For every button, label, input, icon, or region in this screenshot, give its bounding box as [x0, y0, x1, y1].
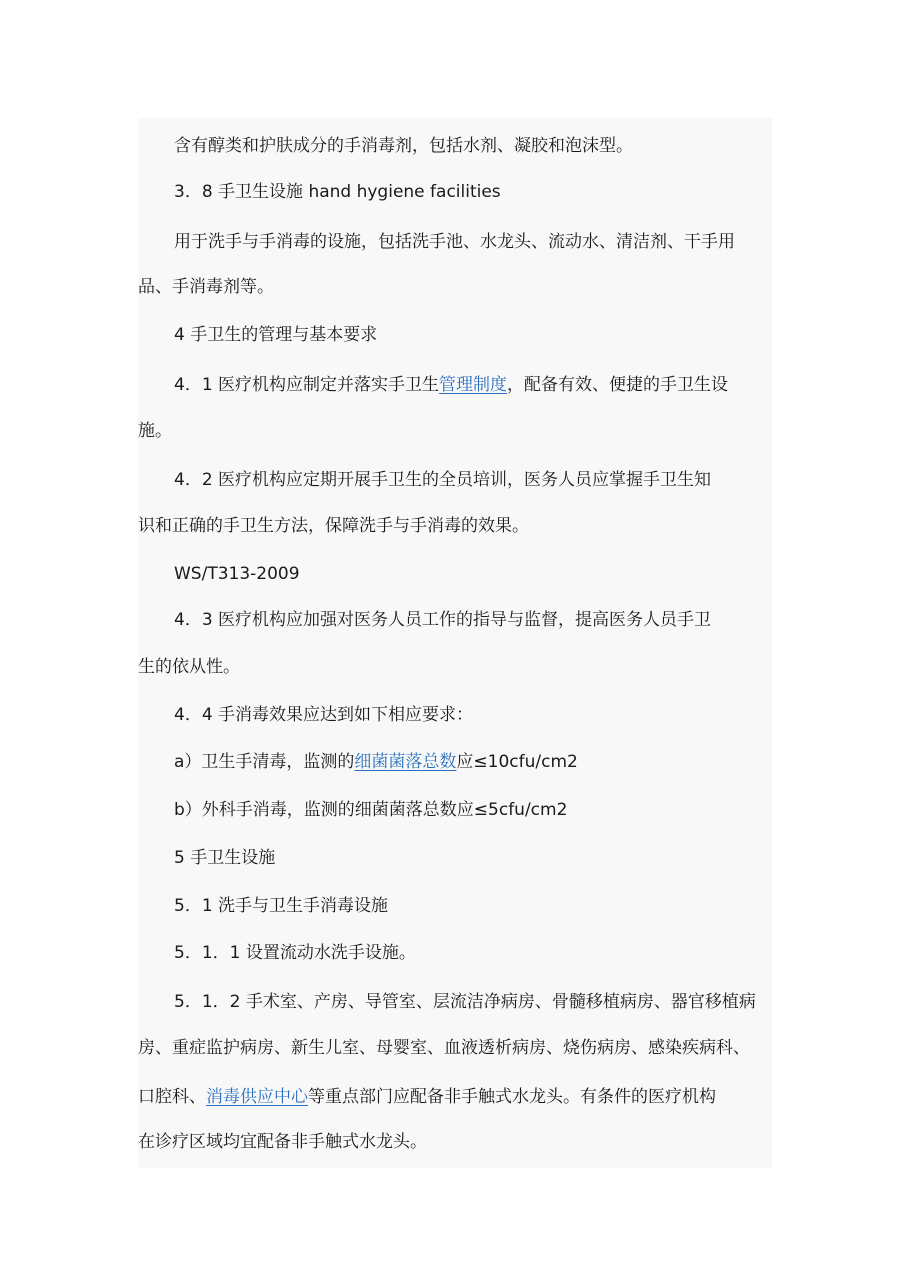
- section-heading: [138, 882, 772, 930]
- text: 施。: [138, 421, 172, 441]
- text: 5．1 洗手与卫生手消毒设施: [174, 896, 389, 916]
- text: 5 手卫生设施: [174, 848, 276, 868]
- text: 4．1 医疗机构应制定并落实手卫生: [174, 375, 440, 395]
- text: 品、手消毒剂等。: [138, 277, 274, 297]
- text: b）外科手消毒，监测的细菌菌落总数应≤5cfu/cm2: [174, 800, 568, 820]
- text: 在诊疗区域均宜配备非手触式水龙头。: [138, 1132, 427, 1152]
- text: 应≤10cfu/cm2: [456, 752, 578, 772]
- list-item: [138, 738, 772, 786]
- paragraph-line: [138, 691, 772, 739]
- paragraph-line: [138, 361, 772, 409]
- text: 识和正确的手卫生方法，保障洗手与手消毒的效果。: [138, 516, 529, 536]
- link-disinfection-supply-center[interactable]: 消毒供应中心: [206, 1087, 308, 1107]
- text: 等重点部门应配备非手触式水龙头。有条件的医疗机构: [308, 1087, 716, 1107]
- text: 口腔科、: [138, 1087, 206, 1107]
- paragraph-line: [138, 596, 772, 644]
- paragraph-line: [138, 263, 772, 311]
- paragraph-line: [138, 407, 772, 455]
- link-bacterial-colony-count[interactable]: 细菌菌落总数: [354, 752, 457, 772]
- text: ，配备有效、便捷的手卫生设: [507, 375, 729, 395]
- section-heading: [138, 168, 772, 216]
- paragraph-line: [138, 122, 772, 170]
- paragraph-line: [138, 1024, 772, 1072]
- text: 5．1．1 设置流动水洗手设施。: [174, 943, 416, 963]
- document-body: [138, 118, 772, 1168]
- paragraph-line: [138, 1073, 772, 1121]
- section-heading: [138, 311, 772, 359]
- paragraph-line: [138, 643, 772, 691]
- section-heading: [138, 834, 772, 882]
- paragraph-line: [138, 1118, 772, 1166]
- text: a）卫生手清毒，监测的: [174, 752, 355, 772]
- text: 4．2 医疗机构应定期开展手卫生的全员培训，医务人员应掌握手卫生知: [174, 470, 712, 490]
- text: WS/T313-2009: [174, 564, 300, 584]
- link-management-system[interactable]: 管理制度: [439, 375, 508, 395]
- standard-code: [138, 550, 772, 598]
- text: 4 手卫生的管理与基本要求: [174, 325, 378, 345]
- paragraph-line: [138, 218, 772, 266]
- paragraph-line: [138, 929, 772, 977]
- text: 含有醇类和护肤成分的手消毒剂，包括水剂、凝胶和泡沫型。: [174, 136, 633, 156]
- text: 房、重症监护病房、新生儿室、母婴室、血液透析病房、烧伤病房、感染疾病科、: [138, 1038, 750, 1058]
- text: 4．3 医疗机构应加强对医务人员工作的指导与监督，提高医务人员手卫: [174, 610, 712, 630]
- text: 3．8 手卫生设施 hand hygiene facilities: [174, 182, 501, 202]
- list-item: [138, 786, 772, 834]
- text: 5．1．2 手术室、产房、导管室、层流洁净病房、骨髓移植病房、器官移植病: [174, 992, 756, 1012]
- paragraph-line: [138, 978, 772, 1026]
- text: 生的依从性。: [138, 657, 240, 677]
- paragraph-line: [138, 456, 772, 504]
- paragraph-line: [138, 502, 772, 550]
- text: 用于洗手与手消毒的设施，包括洗手池、水龙头、流动水、清洁剂、干手用: [174, 232, 735, 252]
- text: 4．4 手消毒效果应达到如下相应要求：: [174, 705, 474, 725]
